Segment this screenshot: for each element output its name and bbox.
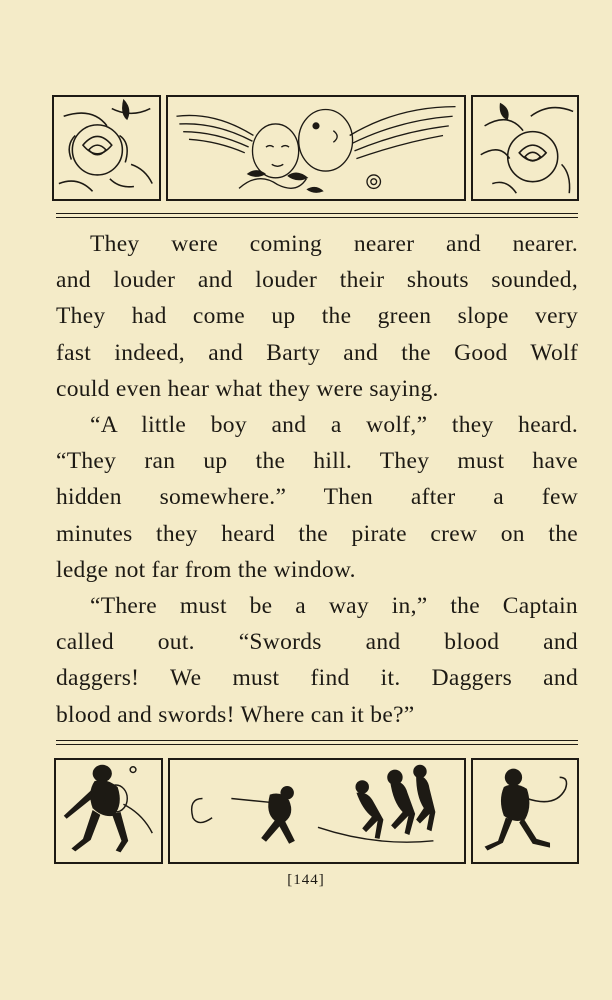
header-rule-double bbox=[56, 217, 578, 218]
text-line: daggers! We must find it. Daggers and bbox=[56, 665, 578, 692]
body-text bbox=[56, 226, 578, 733]
header-illustration-right bbox=[471, 95, 579, 201]
text-line: fast indeed, and Barty and the Good Wolf bbox=[56, 339, 578, 366]
header-rule bbox=[56, 213, 578, 214]
chasing-monkeys-icon bbox=[170, 760, 464, 862]
header-illustration-center bbox=[166, 95, 466, 201]
footer-illustration-left bbox=[54, 758, 163, 864]
footer-illustration-center bbox=[168, 758, 466, 864]
footer-rule bbox=[56, 740, 578, 741]
text-line: They were coming nearer and nearer. bbox=[90, 231, 578, 257]
text-line: “They ran up the hill. They must have bbox=[56, 448, 578, 475]
text-line: “There must be a way in,” the Captain bbox=[90, 593, 578, 620]
monkey-icon bbox=[473, 760, 577, 862]
monkey-icon bbox=[56, 760, 161, 862]
text-line: “A little boy and a wolf,” they heard. bbox=[90, 412, 578, 439]
text-line: hidden somewhere.” Then after a few bbox=[56, 484, 578, 511]
text-line: called out. “Swords and blood and bbox=[56, 629, 578, 656]
rose-icon bbox=[473, 97, 577, 199]
footer-illustration-right bbox=[471, 758, 579, 864]
page-number: [144] bbox=[287, 872, 325, 888]
text-line: They had come up the green slope very bbox=[56, 303, 578, 330]
text-line: could even hear what they were saying. bbox=[56, 375, 439, 402]
rose-icon bbox=[54, 97, 159, 199]
footer-rule-double bbox=[56, 744, 578, 745]
text-line: blood and swords! Where can it be?” bbox=[56, 701, 415, 728]
text-line: and louder and louder their shouts sounded, bbox=[56, 267, 578, 294]
cherub-and-bird-icon bbox=[168, 97, 464, 199]
text-line: minutes they heard the pirate crew on the bbox=[56, 520, 578, 547]
header-illustration-left bbox=[52, 95, 161, 201]
text-line: ledge not far from the window. bbox=[56, 556, 356, 583]
